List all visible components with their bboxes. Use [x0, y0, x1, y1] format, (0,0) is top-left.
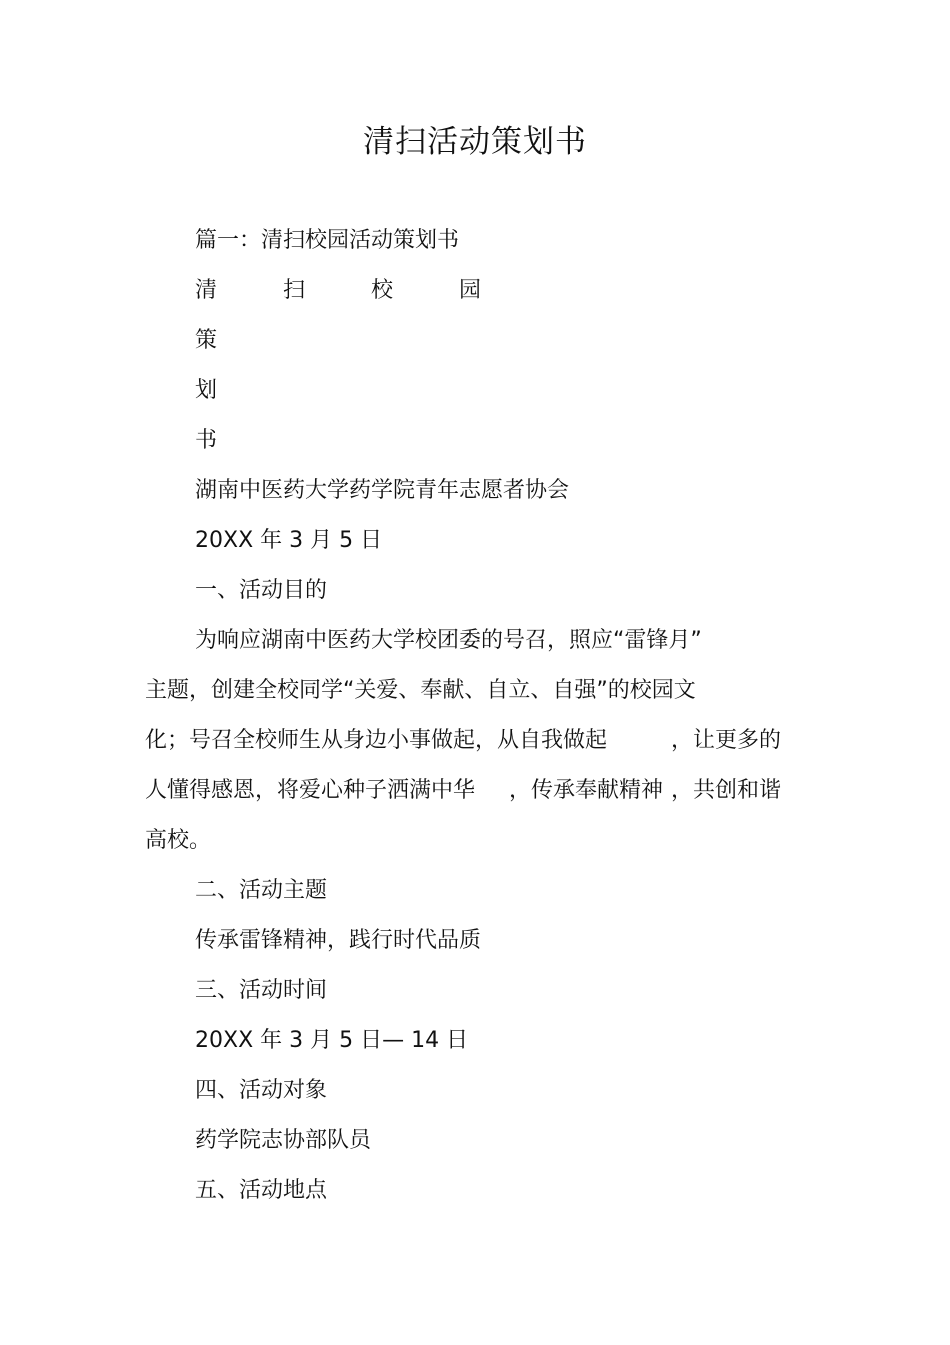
subtitle-line-4: 书 [195, 428, 218, 453]
subtitle-line-3: 划 [195, 378, 218, 403]
theme-text: 传承雷锋精神，践行时代品质 [195, 928, 482, 953]
section-heading-theme: 二、活动主题 [195, 878, 328, 903]
purpose-text-line-2: 主题，创建全校同学“关爱、奉献、自立、自强”的校园文 [145, 678, 696, 703]
purpose-text-line-3-part-2: ，让更多的 [671, 728, 782, 753]
purpose-text-line-1: 为响应湖南中医药大学校团委的号召，照应“雷锋月” [195, 628, 702, 653]
purpose-text-line-5: 高校。 [145, 828, 212, 853]
purpose-text-line-4 [145, 775, 781, 807]
section-heading-location: 五、活动地点 [195, 1178, 328, 1203]
purpose-text-line-3-part-1: 化；号召全校师生从身边小事做起，从自我做起 [145, 728, 608, 753]
organization-name: 湖南中医药大学药学院青年志愿者协会 [195, 478, 570, 503]
subtitle-line-2: 策 [195, 328, 218, 353]
purpose-text-line-3 [145, 725, 781, 757]
document-title: 清扫活动策划书 [363, 124, 587, 160]
subtitle-line-1: 清 扫 校 园 [195, 278, 504, 303]
time-text: 20XX 年 3 月 5 日— 14 日 [195, 1028, 469, 1053]
document-date: 20XX 年 3 月 5 日 [195, 528, 383, 553]
chapter-heading: 篇一：清扫校园活动策划书 [195, 228, 460, 253]
participants-text: 药学院志协部队员 [195, 1128, 372, 1153]
section-heading-participants: 四、活动对象 [195, 1078, 328, 1103]
section-heading-time: 三、活动时间 [195, 978, 328, 1003]
section-heading-purpose: 一、活动目的 [195, 578, 328, 603]
purpose-text-line-4-part-3: ，共创和谐 [671, 778, 782, 803]
purpose-text-line-4-part-2: ，传承奉献精神 [509, 778, 664, 803]
purpose-text-line-4-part-1: 人懂得感恩，将爱心种子洒满中华 [145, 778, 476, 803]
